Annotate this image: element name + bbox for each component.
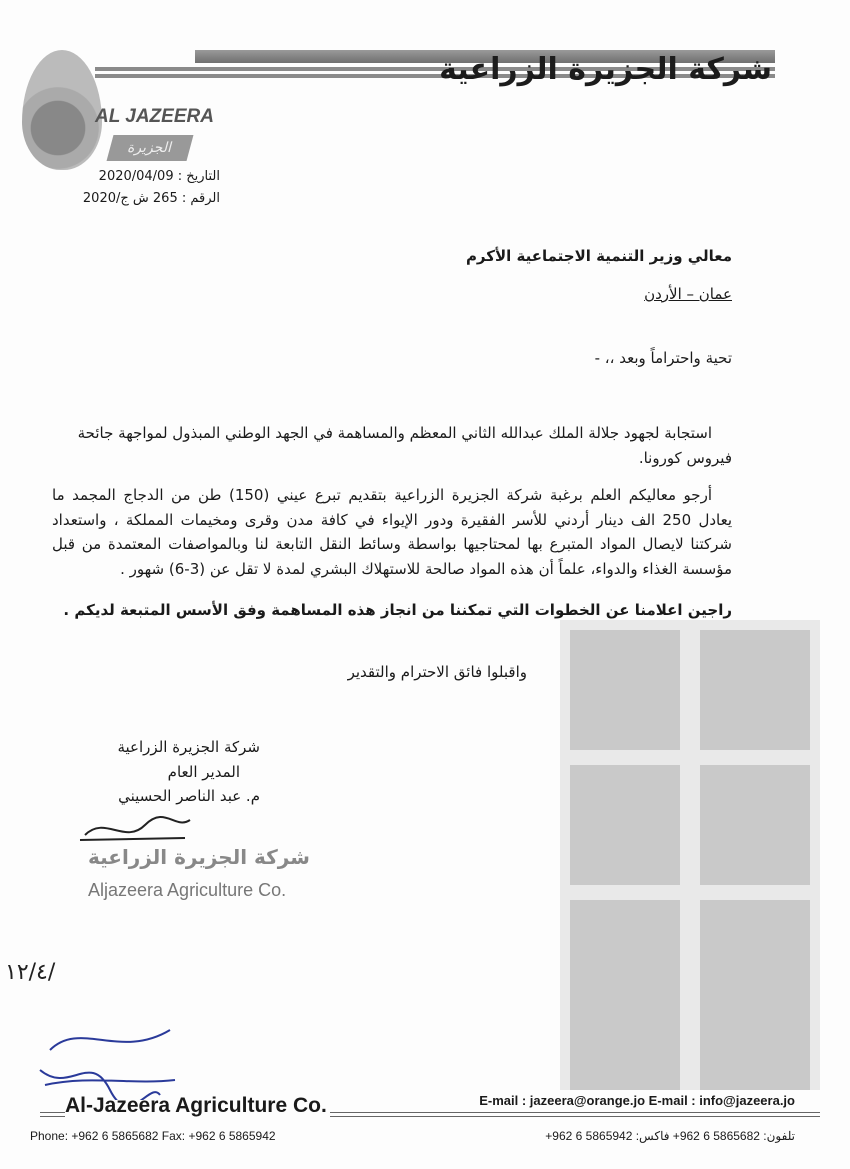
scan-background-pattern xyxy=(560,620,820,1090)
signature-scribble xyxy=(75,810,195,850)
text-line: استجابة لجهود جلالة الملك عبدالله الثاني المعظم والمساهمة في الجهد الوطني المبذول لمواجهة جائحة xyxy=(77,424,712,442)
company-name-ar: شركة الجزيرة الزراعية xyxy=(439,52,772,87)
greeting: تحية واحتراماً وبعد ،، - xyxy=(594,349,732,367)
signature-position: المدير العام xyxy=(167,762,240,781)
logo-text-en: AL JAZEERA xyxy=(95,106,214,127)
recipient-title: معالي وزير التنمية الاجتماعية الأكرم xyxy=(465,247,732,265)
letter-date: التاريخ : 2020/04/09 xyxy=(98,169,220,184)
text-line: فيروس كورونا. xyxy=(638,448,732,467)
company-stamp-en: Aljazeera Agriculture Co. xyxy=(88,880,287,900)
text-line: شركتنا لايصال المواد المتبرع بها لمحتاجيها بواسطة وسائط النقل التابعة لنا وبالمواصفات المعتمدة من قبل xyxy=(52,535,732,553)
text-line: مؤسسة الغذاء والدواء، علماً أن هذه المواد صالحة للاستهلاك البشري لمدة لا تقل عن (3-6) شهور . xyxy=(120,559,732,578)
letter-ref: الرقم : 265 ش ج/2020 xyxy=(82,191,220,206)
logo-text-ar: الجزيرة xyxy=(107,135,194,161)
paragraph-3: راجين اعلامنا عن الخطوات التي تمكننا من انجاز هذه المساهمة وفق الأسس المتبعة لديكم . xyxy=(63,601,732,619)
paragraph-1 xyxy=(52,421,732,470)
recipient-location: عمان – الأردن xyxy=(644,285,732,303)
company-stamp-ar: شركة الجزيرة الزراعية xyxy=(88,845,310,869)
handwritten-annotation xyxy=(30,1010,180,1100)
text-line: أرجو معاليكم العلم برغبة شركة الجزيرة الزراعية بتقديم تبرع عيني (150) طن من الدجاج المجمد ما xyxy=(52,486,712,504)
footer-phone-ar: تلفون: 5865682 6 962+ فاكس: 5865942 6 962+ xyxy=(545,1129,795,1143)
closing: واقبلوا فائق الاحترام والتقدير xyxy=(347,663,527,681)
signature-name: م. عبد الناصر الحسيني xyxy=(118,787,260,805)
handwritten-date: ١٢/٤/ xyxy=(5,960,56,985)
signature-company: شركة الجزيرة الزراعية xyxy=(117,738,260,756)
signature-block xyxy=(80,735,260,809)
footer-phone-en: Phone: +962 6 5865682 Fax: +962 6 5865942 xyxy=(30,1129,276,1143)
company-logo xyxy=(22,50,102,170)
paragraph-2 xyxy=(52,483,732,581)
footer-rule-left xyxy=(40,1112,65,1117)
footer-company-en: Al-Jazeera Agriculture Co. xyxy=(65,1094,327,1117)
letter-meta xyxy=(80,166,220,210)
text-line: يعادل 250 الف دينار أردني للأسر الفقيرة ودور الإيواء في كافة مدن وقرى ومخيمات المملكة ، واستعداد xyxy=(52,510,733,529)
footer-rule xyxy=(330,1112,820,1117)
footer-emails: E-mail : jazeera@orange.jo E-mail : info@jazeera.jo xyxy=(479,1093,795,1108)
